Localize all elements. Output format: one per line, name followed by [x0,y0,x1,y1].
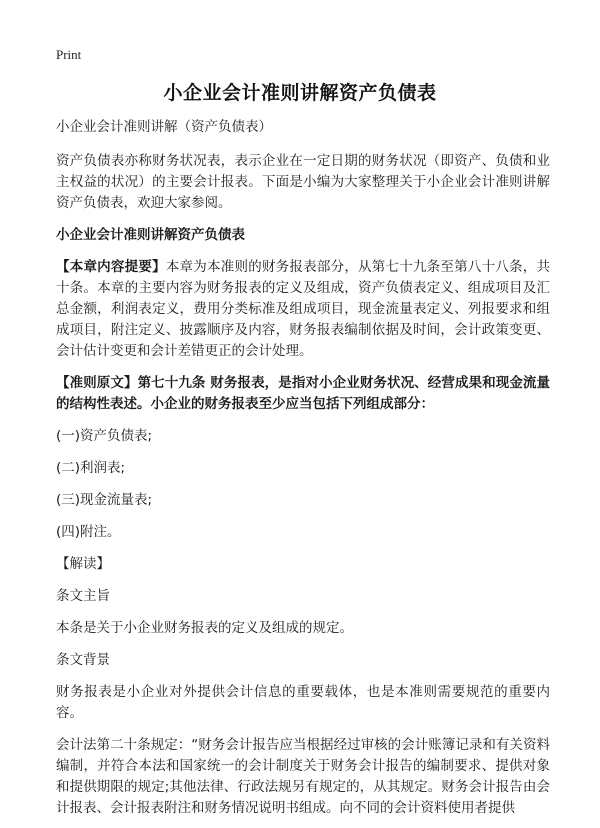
page-title: 小企业会计准则讲解资产负债表 [163,82,437,104]
print-link[interactable]: Print [56,47,82,62]
document-subtitle: 小企业会计准则讲解（资产负债表） [56,119,272,135]
intro-paragraph: 资产负债表亦称财务状况表，表示企业在一定日期的财务状况（即资产、负债和业主权益的状况）的主要会计报表。下面是小编为大家整理关于小企业会计准则讲解资产负债表，欢迎大家参阅。 [56,153,550,211]
background-paragraph: 财务报表是小企业对外提供会计信息的重要载体，也是本准则需要规范的重要内容。 [56,684,550,721]
list-item: (四)附注。 [56,524,121,540]
interpretation-label: 【解读】 [56,556,110,572]
article-label: 【准则原文】 [56,375,138,391]
list-item: (一)资产负债表; [56,428,153,444]
article-text: 第七十九条 财务报表，是指对小企业财务状况、经营成果和现金流量的结构性表述。小企业的财务报表至少应当包括下列组成部分： [56,375,551,412]
chapter-summary-label: 【本章内容提要】 [56,259,166,275]
chapter-summary-text: 本章为本准则的财务报表部分，从第七十九条至第八十八条，共十条。本章的主要内容为财务报表的定义及组成，资产负债表定义、组成项目及汇总金额，利润表定义，费用分类标准及组成项目，现金流量表定义、列报要求和组成项目，附注定义、披露顺序及内容，财务报表编制依据及时间，会计政策变更、会计估计变更和会计差错更正的会计处理。 [56,259,551,359]
chapter-summary-paragraph [56,257,550,362]
background-heading: 条文背景 [56,652,110,668]
law-paragraph: 会计法第二十条规定：“财务会计报告应当根据经过审核的会计账簿记录和有关资料编制，并符合本法和国家统一的会计制度关于财务会计报告的编制要求、提供对象和提供期限的规定;其他法律、行政法规另有规定的，从其规定。财务会计报告由会计报表、会计报表附注和财务情况说明书组成。向不同的会计资料使用者提供 [56,737,550,816]
article-paragraph [56,373,550,415]
document-body [56,117,550,828]
purpose-heading: 条文主旨 [56,588,110,604]
section-heading: 小企业会计准则讲解资产负债表 [56,227,245,243]
list-item: (二)利润表; [56,460,126,476]
purpose-paragraph: 本条是关于小企业财务报表的定义及组成的规定。 [56,620,353,636]
list-item: (三)现金流量表; [56,492,153,508]
